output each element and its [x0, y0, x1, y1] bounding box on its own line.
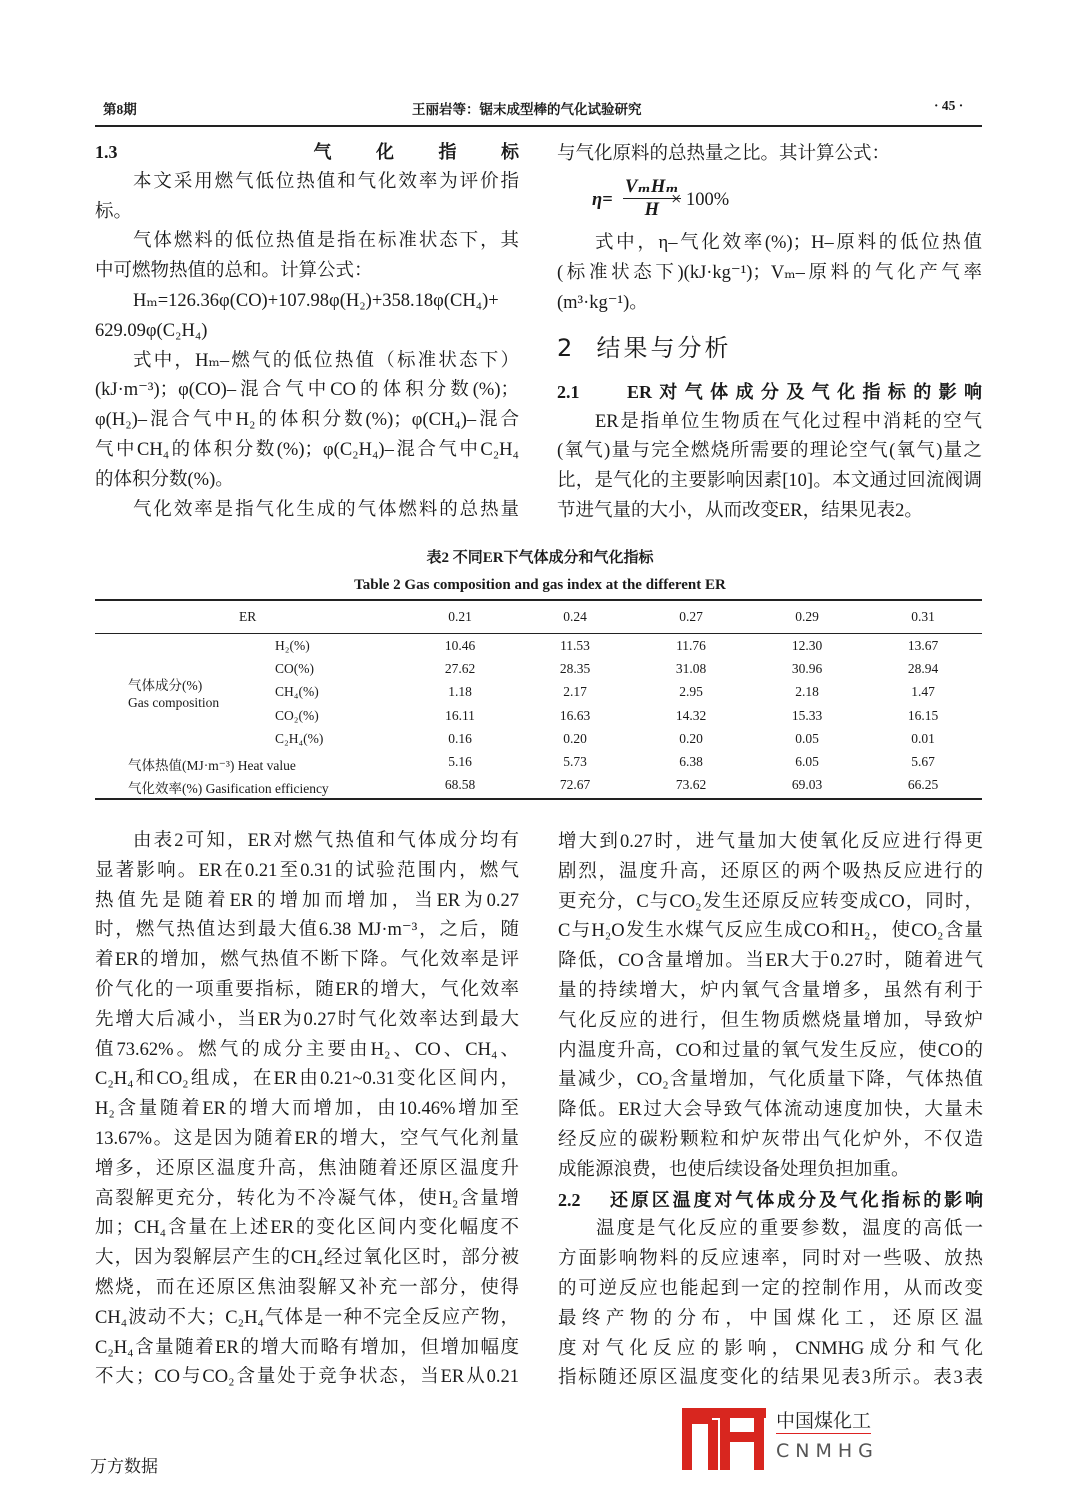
text-line: 增大到0.27时，进气量加大使氧化反应进行得更: [558, 832, 983, 852]
text-line: 最终产物的分布，中国煤化工，还原区温: [558, 1308, 983, 1329]
column-bottom-left: [95, 827, 519, 1393]
text-line: (氧气)量与完全燃烧所需要的理论空气(氧气)量之: [557, 441, 982, 462]
text-line: 成能源浪费，也使后续设备处理负担加重。: [558, 1159, 910, 1180]
table-cell: 11.53: [560, 638, 590, 653]
text-line: (m³·kg⁻¹)。: [557, 292, 648, 313]
table-cell: 16.15: [907, 707, 939, 723]
text-line: 的体积分数(%)。: [95, 469, 234, 490]
table-cell: 16.63: [559, 707, 591, 723]
formula-denominator: H: [644, 199, 660, 220]
table-cell: 27.62: [444, 661, 476, 677]
table-cell: 0.05: [795, 730, 819, 746]
table-cell: 31.08: [675, 661, 707, 677]
text-line: H₂含量随着ER的增大而增加，由10.46%增加至: [95, 1099, 519, 1120]
text-line: 式中，η–气化效率(%)；H–原料的低位热值: [595, 233, 982, 254]
table-header-rule: [95, 633, 982, 634]
table-row-label: CO₂(%): [275, 707, 319, 723]
table-cell: 2.17: [563, 684, 587, 700]
section-heading: 2.1 ER对气体成分及气化指标的影响: [557, 381, 982, 402]
page-number: · 45 ·: [934, 98, 964, 113]
text-line: 式中，Hₘ–燃气的低位热值（标准状态下）: [133, 350, 519, 371]
table-cell: 5.67: [911, 754, 935, 769]
text-line: 量减少，CO₂含量增加，气化质量下降，气体热值: [558, 1070, 983, 1091]
text-line: 降低，CO含量增加。当ER大于0.27时，随着进气: [558, 951, 983, 972]
text-line: 629.09φ(C₂H₄): [95, 320, 208, 341]
section-title: 2 结果与分析: [557, 333, 732, 362]
text-line: 节进气量的大小，从而改变ER，结果见表2。: [557, 500, 923, 521]
table-cell: 6.05: [795, 754, 819, 769]
journal-issue: 第8期: [103, 102, 137, 117]
table-cell: 2.95: [679, 684, 703, 700]
text-line: 气体燃料的低位热值是指在标准状态下，其: [133, 231, 519, 252]
table-cell: 0.20: [679, 730, 703, 746]
text-line: 的可逆反应也能起到一定的控制作用，从而改变: [558, 1278, 983, 1299]
text-line: Hₘ=126.36φ(CO)+107.98φ(H₂)+358.18φ(CH₄)+: [133, 290, 499, 311]
text-line: 时，燃气热值达到最大值6.38 MJ·m⁻³，之后，随: [95, 920, 519, 941]
table-cell: 66.25: [907, 777, 939, 793]
table-top-rule: [95, 599, 982, 601]
footer-source: 万方数据: [90, 1457, 158, 1477]
table-cell: 15.33: [791, 707, 823, 723]
text-line: 热值先是随着ER的增加而增加，当ER为0.27: [95, 890, 519, 911]
table-bottom-rule: [95, 798, 982, 800]
text-line: 本文采用燃气低位热值和气化效率为评价指: [133, 171, 519, 192]
watermark-logo-bar: [682, 1408, 692, 1470]
table-cell: 28.35: [559, 661, 591, 677]
formula-rhs: × 100%: [671, 189, 730, 210]
table-cell: 30.96: [791, 661, 823, 677]
text-line: C₂H₄和CO₂组成，在ER由0.21~0.31变化区间内，: [95, 1069, 519, 1090]
table-cell: 0.20: [563, 730, 587, 746]
table-cell: 1.18: [448, 684, 472, 700]
table-cell: 11.76: [676, 638, 706, 653]
text-line: 与气化原料的总热量之比。其计算公式：: [557, 144, 891, 164]
table-cell: 0.01: [911, 730, 935, 746]
text-line: 更充分，C与CO₂发生还原反应转变成CO，同时，: [558, 891, 983, 912]
text-line: 度对气化反应的影响，CNMHG成分和气化: [558, 1338, 983, 1359]
table-cell: 13.67: [907, 638, 939, 653]
table-cell: 16.11: [445, 707, 475, 723]
watermark-logo-bar: [720, 1432, 764, 1442]
text-line: 燃烧，而在还原区焦油裂解又补充一部分，使得: [95, 1277, 519, 1298]
table-cell: 6.38: [679, 754, 703, 769]
table-cell: 10.46: [444, 638, 476, 653]
text-line: 降低。ER过大会导致气体流动速度加快，大量未: [558, 1100, 983, 1121]
table-header-value: 0.24: [563, 609, 587, 624]
text-line: 气化反应的进行，但生物质燃烧量增加，导致炉: [558, 1010, 983, 1031]
text-line: 不大；CO与CO₂含量处于竞争状态，当ER从0.21: [95, 1367, 519, 1388]
text-line: 温度是气化反应的重要参数，温度的高低一: [596, 1219, 983, 1240]
watermark-text-cn: 中国煤化工: [776, 1406, 871, 1434]
table-cell: 1.47: [911, 684, 935, 700]
table-row-label: H₂(%): [275, 638, 310, 653]
table-cell: 68.58: [444, 777, 476, 793]
text-line: C₂H₄含量随着ER的增大而略有增加，但增加幅度: [95, 1337, 519, 1358]
column-bottom-right: [558, 828, 983, 1394]
table-cell: 14.32: [675, 707, 707, 723]
table-cell: 12.30: [791, 638, 823, 653]
table-cell: 73.62: [675, 777, 707, 793]
table-caption-cn: 表2 不同ER下气体成分和气化指标: [426, 550, 654, 566]
text-line: (kJ·m⁻³)；φ(CO)–混合气中CO的体积分数(%)；: [95, 380, 519, 401]
table-cell: 5.73: [563, 754, 587, 769]
text-line: 气中CH₄的体积分数(%)；φ(C₂H₄)–混合气中C₂H₄: [95, 439, 519, 460]
table-header-er: ER: [239, 609, 257, 624]
table-cell: 69.03: [791, 777, 823, 793]
watermark-logo: [680, 1408, 766, 1470]
text-line: 经反应的碳粉颗粒和炉灰带出气化炉外，不仅造: [558, 1129, 983, 1150]
table-group-label-en: Gas composition: [128, 695, 220, 710]
text-line: 显著影响。ER在0.21至0.31的试验范围内，燃气: [95, 860, 519, 881]
table-cell: 5.16: [448, 754, 472, 769]
text-line: 增多，还原区温度升高，焦油随着还原区温度升: [95, 1158, 519, 1179]
formula-numerator: VₘHₘ: [625, 176, 679, 197]
text-line: 剧烈，温度升高，还原区的两个吸热反应进行的: [558, 861, 983, 882]
text-line: C与H₂O发生水煤气反应生成CO和H₂，使CO₂含量: [558, 921, 983, 942]
table-row-label: C₂H₄(%): [275, 730, 324, 746]
section-heading: 1.3 气化指标: [95, 142, 519, 162]
text-line: 着ER的增加，燃气热值不断下降。气化效率是评: [95, 950, 519, 971]
text-line: 高裂解更充分，转化为不冷凝气体，使H₂含量增: [95, 1188, 519, 1209]
table-row-label: 气体热值(MJ·m⁻³) Heat value: [128, 758, 296, 773]
text-line: 内温度升高，CO和过量的氧气发生反应，使CO的: [558, 1040, 983, 1061]
formula-efficiency: [557, 170, 982, 230]
text-line: 标。: [95, 201, 133, 222]
table-header-value: 0.31: [911, 609, 935, 624]
table-cell: 2.18: [795, 684, 819, 700]
table-header-value: 0.21: [448, 609, 472, 624]
table-cell: 28.94: [907, 661, 939, 677]
text-line: 大，因为裂解层产生的CH₄经过氧化区时，部分被: [95, 1248, 519, 1269]
text-line: 由表2可知，ER对燃气热值和气体成分均有: [133, 831, 519, 851]
table-header-value: 0.29: [795, 609, 819, 624]
text-line: 值73.62%。燃气的成分主要由H₂、CO、CH₄、: [95, 1039, 519, 1060]
text-line: 先增大后减小，当ER为0.27时气化效率达到最大: [95, 1009, 519, 1030]
formula-lhs: η=: [592, 189, 613, 210]
table-row-label: 气化效率(%) Gasification efficiency: [128, 781, 329, 797]
table-cell: 72.67: [559, 777, 591, 793]
watermark-logo-bar: [708, 1420, 718, 1470]
table-row-label: CH₄(%): [275, 684, 319, 700]
text-line: 中可燃物热值的总和。计算公式：: [95, 261, 373, 282]
table-group-label-cn: 气体成分(%): [128, 678, 203, 693]
text-line: 方面影响物料的反应速率，同时对一些吸、放热: [558, 1249, 983, 1270]
text-line: φ(H₂)–混合气中H₂的体积分数(%)；φ(CH₄)–混合: [95, 410, 519, 431]
column-top-left: [95, 138, 519, 525]
header-rule: [95, 125, 982, 127]
watermark-text-en: CNMHG: [776, 1440, 879, 1462]
text-line: (标准状态下)(kJ·kg⁻¹)；Vₘ–原料的气化产气率: [557, 263, 982, 284]
text-line: 价气化的一项重要指标，随ER的增大，气化效率: [95, 979, 519, 1000]
text-line: 比，是气化的主要影响因素[10]。本文通过回流阀调: [557, 471, 982, 492]
running-title: 王丽岩等：锯末成型棒的气化试验研究: [412, 102, 642, 117]
text-line: 量的持续增大，炉内氧气含量增多，虽然有利于: [558, 980, 983, 1001]
text-line: 指标随还原区温度变化的结果见表3所示。表3表: [558, 1368, 983, 1389]
column-top-right: [557, 140, 982, 527]
text-line: 加；CH₄含量在上述ER的变化区间内变化幅度不: [95, 1218, 519, 1239]
text-line: 13.67%。这是因为随着ER的增大，空气气化剂量: [95, 1128, 519, 1149]
text-line: ER是指单位生物质在气化过程中消耗的空气: [595, 411, 982, 432]
text-line: 气化效率是指气化生成的气体燃料的总热量: [133, 499, 519, 520]
table-header-value: 0.27: [679, 609, 703, 624]
section-heading: 2.2 还原区温度对气体成分及气化指标的影响: [558, 1189, 983, 1210]
table-row-label: CO(%): [275, 661, 314, 677]
text-line: CH₄波动不大；C₂H₄气体是一种不完全反应产物，: [95, 1307, 519, 1328]
table-caption-en: Table 2 Gas composition and gas index at the different ER: [354, 577, 726, 593]
watermark-logo-bar: [692, 1418, 712, 1424]
table-cell: 0.16: [448, 730, 472, 746]
